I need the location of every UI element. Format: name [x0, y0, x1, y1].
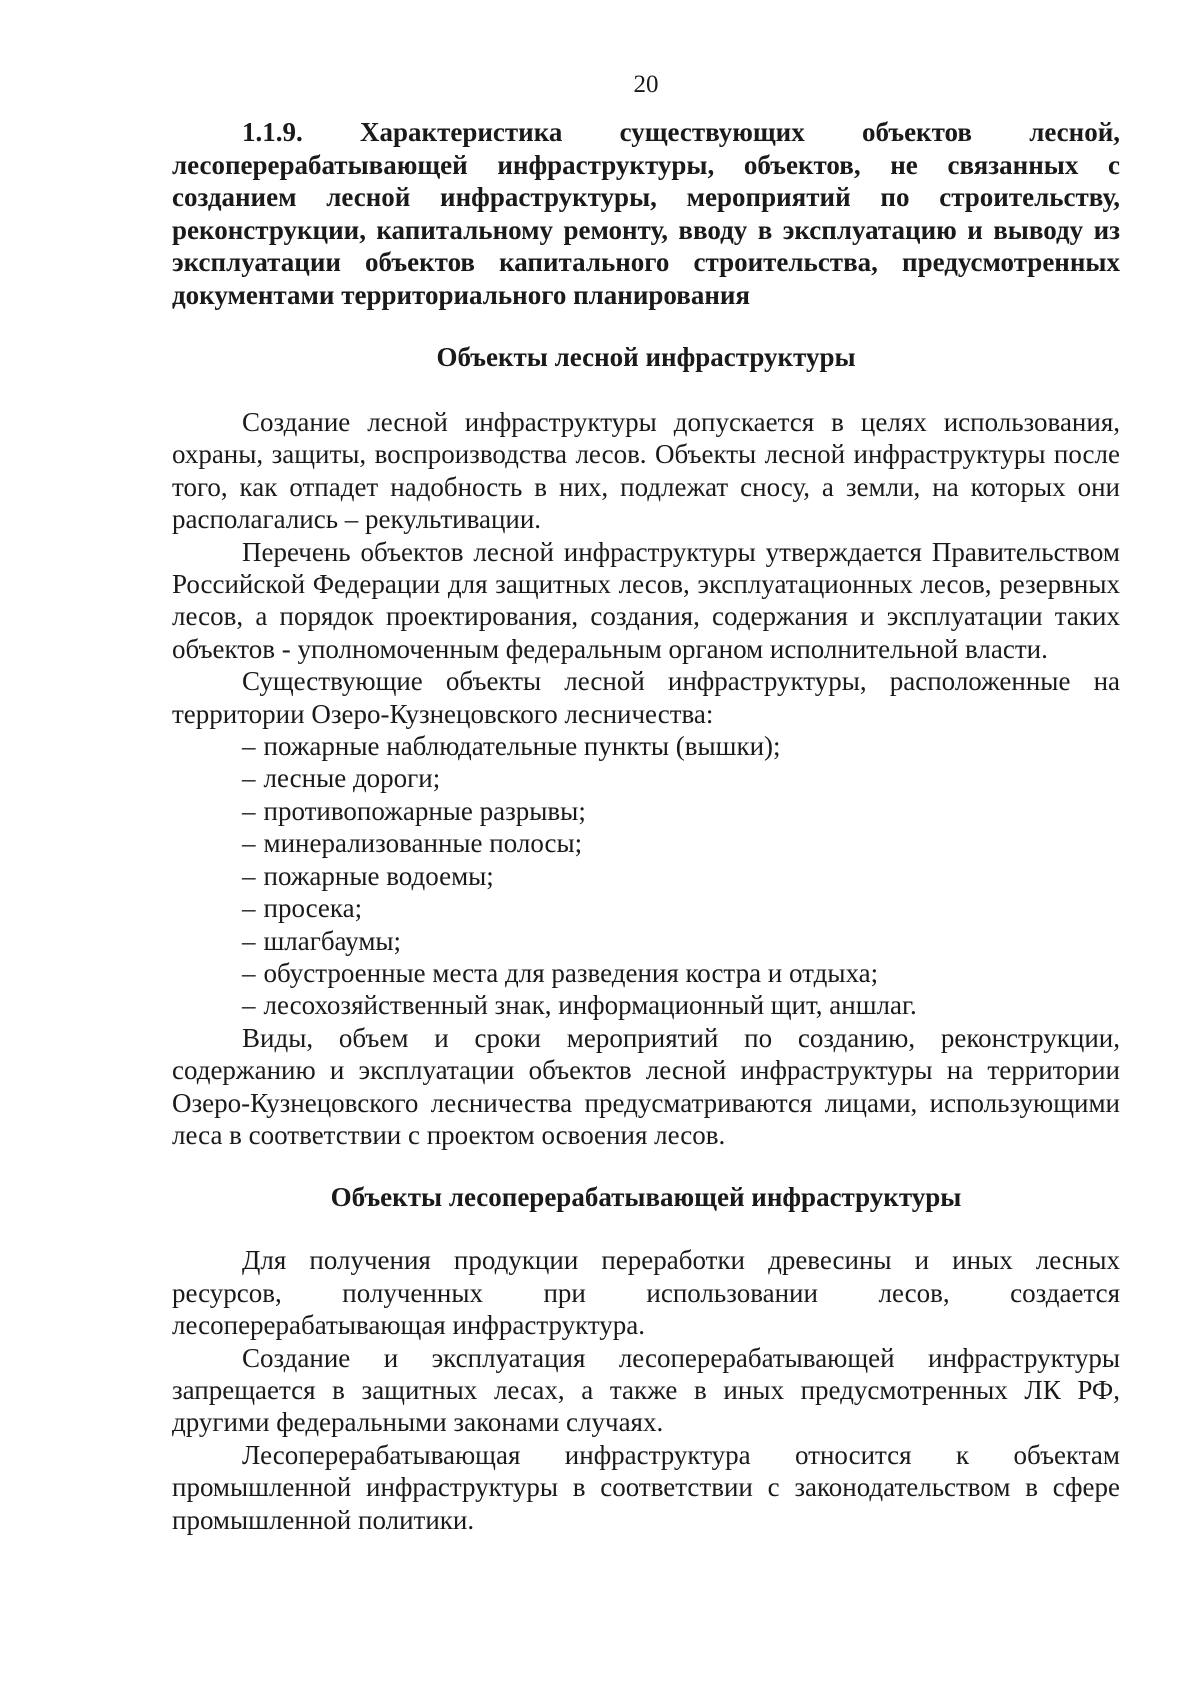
list-item-text: обустроенные места для разведения костра и отдыха; [263, 957, 879, 988]
processing-infra-paragraph-3: Лесоперерабатывающая инфраструктура относится к объектам промышленной инфраструктуры в соответствии с законодательством в сфере промышленной политики. [172, 1439, 1120, 1535]
list-item [172, 860, 1120, 892]
page-number: 20 [633, 71, 659, 98]
list-item-text: пожарные наблюдательные пункты (вышки); [263, 731, 781, 762]
list-item [172, 762, 1120, 794]
section-number: 1.1.9. [242, 117, 303, 147]
list-dash: – [242, 893, 256, 924]
list-dash: – [242, 990, 256, 1021]
forest-infra-paragraph-3: Существующие объекты лесной инфраструктуры, расположенные на территории Озеро-Кузнецовского лесничества: [172, 666, 1120, 729]
list-item [172, 730, 1120, 762]
list-dash: – [242, 763, 256, 794]
list-item-text: шлагбаумы; [263, 925, 402, 956]
list-item-text: лесохозяйственный знак, информационный щит, аншлаг. [263, 990, 917, 1021]
list-item-text: просека; [263, 893, 363, 924]
forest-infra-paragraph-1: Создание лесной инфраструктуры допускается в целях использования, охраны, защиты, воспроизводства лесов. Объекты лесной инфраструктуры после того, как отпадет надобность в них, подлежат сносу, а земли, на которых они располагались – рекультивации. [172, 407, 1120, 535]
forest-infra-paragraph-2: Перечень объектов лесной инфраструктуры утверждается Правительством Российской Федерации для защитных лесов, эксплуатационных лесов, резервных лесов, а порядок проектирования, создания, содержания и эксплуатации таких объектов - уполномоченным федеральным органом исполнительной власти. [172, 536, 1120, 664]
list-dash: – [242, 795, 256, 826]
list-item-text: лесные дороги; [263, 763, 441, 794]
forest-infra-list [172, 730, 1120, 1022]
list-item [172, 892, 1120, 924]
list-dash: – [242, 828, 256, 859]
list-item-text: пожарные водоемы; [263, 860, 494, 891]
section-title: Характеристика существующих объектов лесной, лесоперерабатывающей инфраструктуры, объектов, не связанных с созданием лесной инфраструктуры, мероприятий по строительству, реконструкции, капитальному ремонту, вводу в эксплуатацию и выводу из эксплуатации объектов капитального строительства, предусмотренных документами территориального планирования [172, 117, 1120, 310]
list-item [172, 827, 1120, 859]
section-heading [172, 116, 1120, 311]
forest-infra-paragraph-4: Виды, объем и сроки мероприятий по созданию, реконструкции, содержанию и эксплуатации объектов лесной инфраструктуры на территории Озеро-Кузнецовского лесничества предусматриваются лицами, использующими леса в соответствии с проектом освоения лесов. [172, 1022, 1120, 1150]
processing-infra-paragraph-1: Для получения продукции переработки древесины и иных лесных ресурсов, полученных при использовании лесов, создается лесоперерабатывающая инфраструктура. [172, 1245, 1120, 1341]
list-item [172, 957, 1120, 989]
processing-infra-paragraph-2: Создание и эксплуатация лесоперерабатывающей инфраструктуры запрещается в защитных лесах, а также в иных предусмотренных ЛК РФ, другими федеральными законами случаях. [172, 1342, 1120, 1438]
list-dash: – [242, 925, 256, 956]
list-item-text: противопожарные разрывы; [263, 795, 586, 826]
list-item [172, 989, 1120, 1021]
list-dash: – [242, 860, 256, 891]
list-item [172, 925, 1120, 957]
list-item-text: минерализованные полосы; [263, 828, 583, 859]
processing-infra-heading: Объекты лесоперерабатывающей инфраструктуры [330, 1182, 962, 1213]
list-dash: – [242, 957, 256, 988]
list-item [172, 795, 1120, 827]
forest-infra-heading: Объекты лесной инфраструктуры [436, 342, 856, 372]
list-dash: – [242, 731, 256, 762]
